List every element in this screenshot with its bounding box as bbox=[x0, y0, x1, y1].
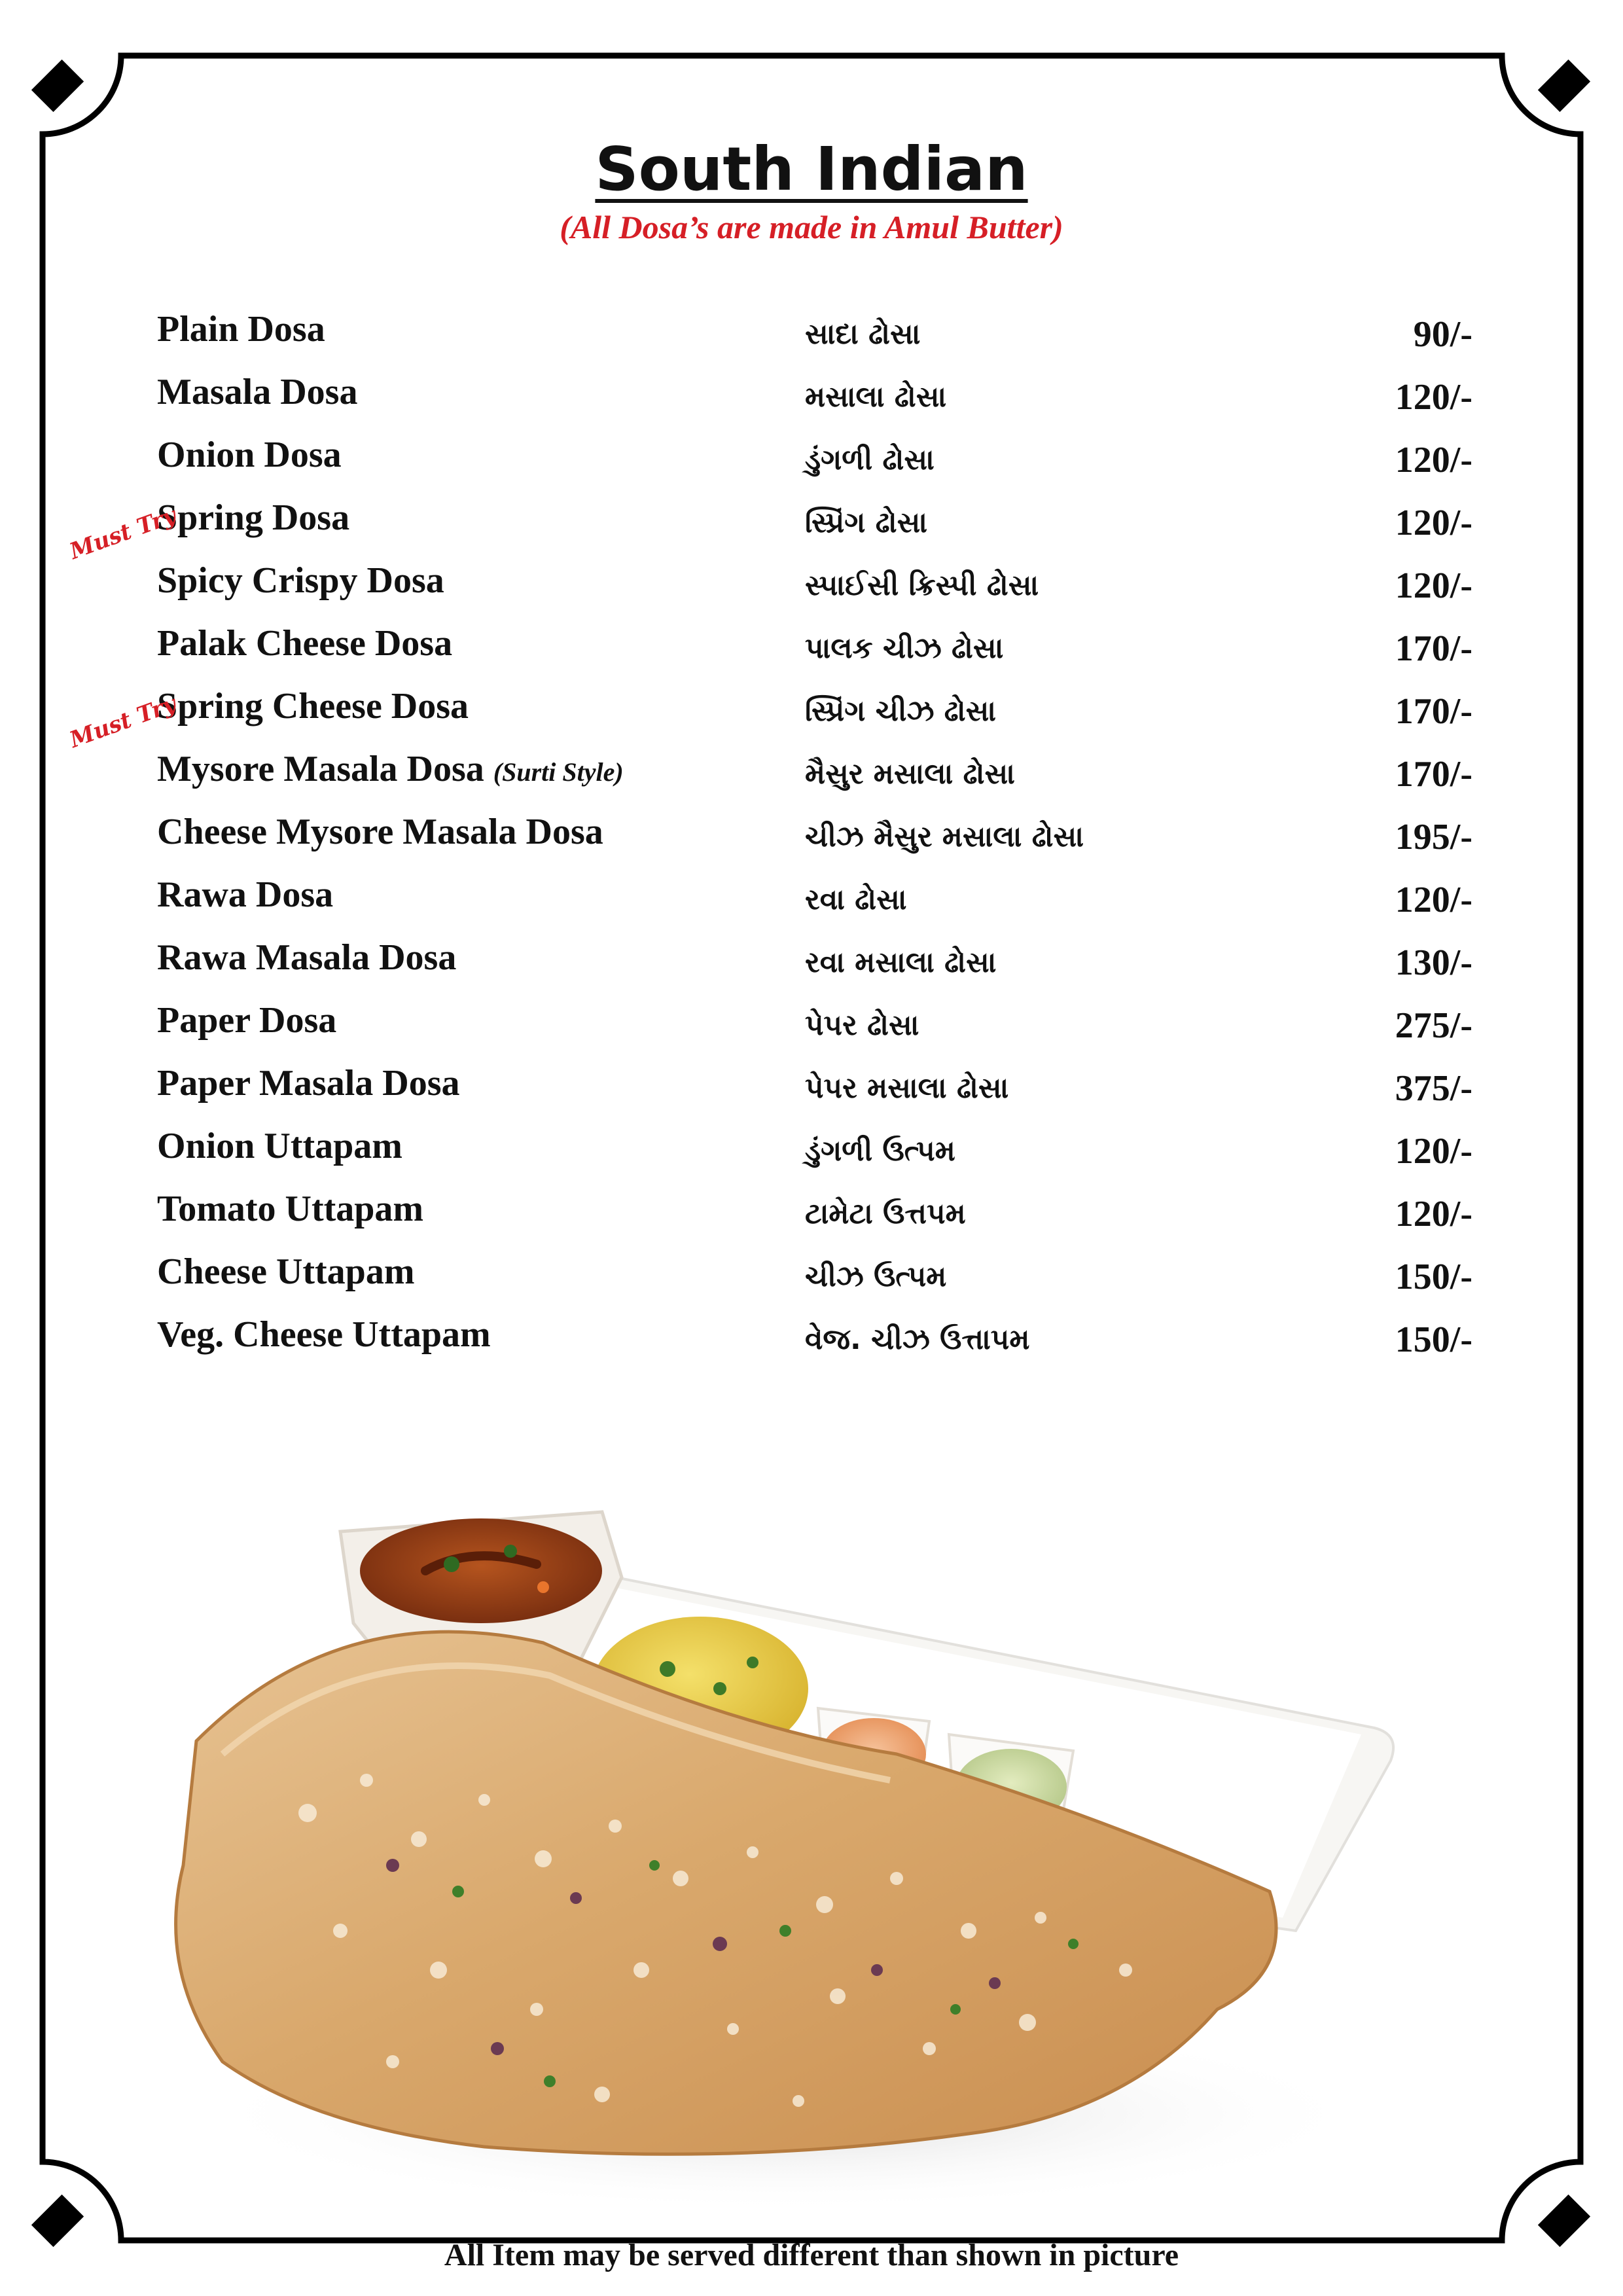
menu-item bbox=[157, 1177, 1472, 1240]
menu-item-name bbox=[157, 486, 349, 549]
menu-item bbox=[157, 298, 1472, 361]
menu-item-name-text: Rawa Masala Dosa bbox=[157, 937, 457, 978]
menu-item-gujarati-name: સ્પાઈસી ક્રિસ્પી ઢોસા bbox=[805, 569, 1039, 602]
menu-item-price: 195/- bbox=[1395, 817, 1472, 857]
menu-item-name bbox=[157, 863, 333, 926]
menu-item-name bbox=[157, 1303, 491, 1366]
menu-item-gujarati-name: મસાલા ઢોસા bbox=[805, 380, 947, 414]
menu-item-name bbox=[157, 926, 456, 989]
menu-item-name-text: Veg. Cheese Uttapam bbox=[157, 1314, 491, 1355]
menu-item-name-text: Masala Dosa bbox=[157, 372, 358, 412]
menu-item-name-text: Onion Dosa bbox=[157, 435, 342, 475]
menu-item-gujarati-name: ચીઝ મૈસુર મસાલા ઢોસા bbox=[805, 820, 1084, 853]
menu-item-gujarati-name: વેજ. ચીઝ ઉત્તાપમ bbox=[805, 1323, 1030, 1356]
dosa-platter-image bbox=[144, 1473, 1427, 2219]
must-try-badge: Must Try bbox=[66, 502, 180, 565]
menu-item-price: 120/- bbox=[1395, 565, 1472, 606]
menu-item-gujarati-name: સ્પ્રિંગ ઢોસા bbox=[805, 506, 928, 539]
menu-item-name bbox=[157, 361, 357, 423]
menu-item-gujarati-name: રવા મસાલા ઢોસા bbox=[805, 946, 997, 979]
menu-item bbox=[157, 361, 1472, 423]
menu-item-gujarati-name: ટામેટા ઉત્તપમ bbox=[805, 1197, 966, 1230]
menu-item-price: 375/- bbox=[1395, 1068, 1472, 1109]
menu-item-gujarati-name: સ્પ્રિંગ ચીઝ ઢોસા bbox=[805, 694, 997, 728]
menu-item-name bbox=[157, 1177, 423, 1240]
menu-item bbox=[157, 612, 1472, 675]
menu-item bbox=[157, 423, 1472, 486]
menu-item-name-text: Paper Masala Dosa bbox=[157, 1063, 460, 1103]
menu-item-name-text: Palak Cheese Dosa bbox=[157, 623, 453, 664]
menu-item-name bbox=[157, 1115, 402, 1177]
menu-item-name bbox=[157, 738, 624, 804]
menu-item-name-text: Cheese Mysore Masala Dosa bbox=[157, 812, 603, 852]
menu-item-price: 150/- bbox=[1395, 1257, 1472, 1297]
menu-item bbox=[157, 486, 1472, 549]
menu-list bbox=[66, 298, 1472, 1366]
menu-item-name bbox=[157, 1052, 460, 1115]
menu-item-gujarati-name: પેપર મસાલા ઢોસા bbox=[805, 1071, 1009, 1105]
menu-item-name-text: Rawa Dosa bbox=[157, 874, 334, 915]
menu-item-name-text: Mysore Masala Dosa bbox=[157, 749, 484, 789]
menu-item-price: 120/- bbox=[1395, 440, 1472, 480]
menu-item bbox=[157, 1052, 1472, 1115]
menu-item-price: 90/- bbox=[1413, 314, 1472, 355]
menu-item bbox=[157, 863, 1472, 926]
menu-item-name-text: Paper Dosa bbox=[157, 1000, 337, 1041]
menu-item-name-text: Spring Cheese Dosa bbox=[157, 686, 469, 726]
menu-item-gujarati-name: ડુંગળી ઢોસા bbox=[805, 443, 935, 476]
menu-item-price: 120/- bbox=[1395, 1194, 1472, 1234]
menu-item-name bbox=[157, 612, 452, 675]
menu-item-price: 120/- bbox=[1395, 377, 1472, 418]
menu-item-name bbox=[157, 1240, 414, 1303]
menu-item-price: 170/- bbox=[1395, 691, 1472, 732]
menu-item bbox=[157, 926, 1472, 989]
menu-item-price: 275/- bbox=[1395, 1005, 1472, 1046]
footer-disclaimer: All Item may be served different than shown in picture bbox=[444, 2238, 1179, 2272]
menu-item-price: 150/- bbox=[1395, 1319, 1472, 1360]
menu-item-price: 120/- bbox=[1395, 880, 1472, 920]
menu-item-gujarati-name: ડુંગળી ઉત્પમ bbox=[805, 1134, 955, 1168]
menu-item-gujarati-name: મૈસુર મસાલા ઢોસા bbox=[805, 757, 1015, 791]
menu-item-gujarati-name: પેપર ઢોસા bbox=[805, 1009, 919, 1042]
menu-item-name bbox=[157, 298, 325, 361]
menu-item-price: 120/- bbox=[1395, 503, 1472, 543]
must-try-badge: Must Try bbox=[66, 691, 180, 753]
page-subtitle: (All Dosa’s are made in Amul Butter) bbox=[560, 209, 1063, 245]
menu-item-name-text: Spring Dosa bbox=[157, 497, 350, 538]
menu-item-name-text: Plain Dosa bbox=[157, 309, 325, 350]
menu-item-price: 130/- bbox=[1395, 942, 1472, 983]
menu-item-name bbox=[157, 675, 469, 738]
menu-item-note: (Surti Style) bbox=[493, 757, 624, 787]
menu-item bbox=[157, 1115, 1472, 1177]
menu-item-gujarati-name: રવા ઢોસા bbox=[805, 883, 907, 916]
menu-item-name bbox=[157, 989, 336, 1052]
menu-item-name-text: Onion Uttapam bbox=[157, 1126, 402, 1166]
menu-item-name-text: Tomato Uttapam bbox=[157, 1189, 424, 1229]
menu-item-price: 170/- bbox=[1395, 754, 1472, 795]
menu-item-name-text: Spicy Crispy Dosa bbox=[157, 560, 444, 601]
menu-item bbox=[157, 1303, 1472, 1366]
menu-item-gujarati-name: પાલક ચીઝ ઢોસા bbox=[805, 632, 1004, 665]
menu-item-name-text: Cheese Uttapam bbox=[157, 1251, 415, 1292]
menu-item-gujarati-name: ચીઝ ઉત્પમ bbox=[805, 1260, 947, 1293]
menu-item-price: 120/- bbox=[1395, 1131, 1472, 1172]
menu-item bbox=[157, 989, 1472, 1052]
menu-item bbox=[157, 1240, 1472, 1303]
menu-item bbox=[157, 800, 1472, 863]
menu-item-gujarati-name: સાદા ઢોસા bbox=[805, 317, 921, 351]
menu-item-name bbox=[157, 549, 444, 612]
menu-item-name bbox=[157, 423, 342, 486]
menu-item-name bbox=[157, 800, 603, 863]
page-title: South Indian bbox=[595, 134, 1028, 204]
menu-item bbox=[157, 675, 1472, 738]
menu-item-price: 170/- bbox=[1395, 628, 1472, 669]
